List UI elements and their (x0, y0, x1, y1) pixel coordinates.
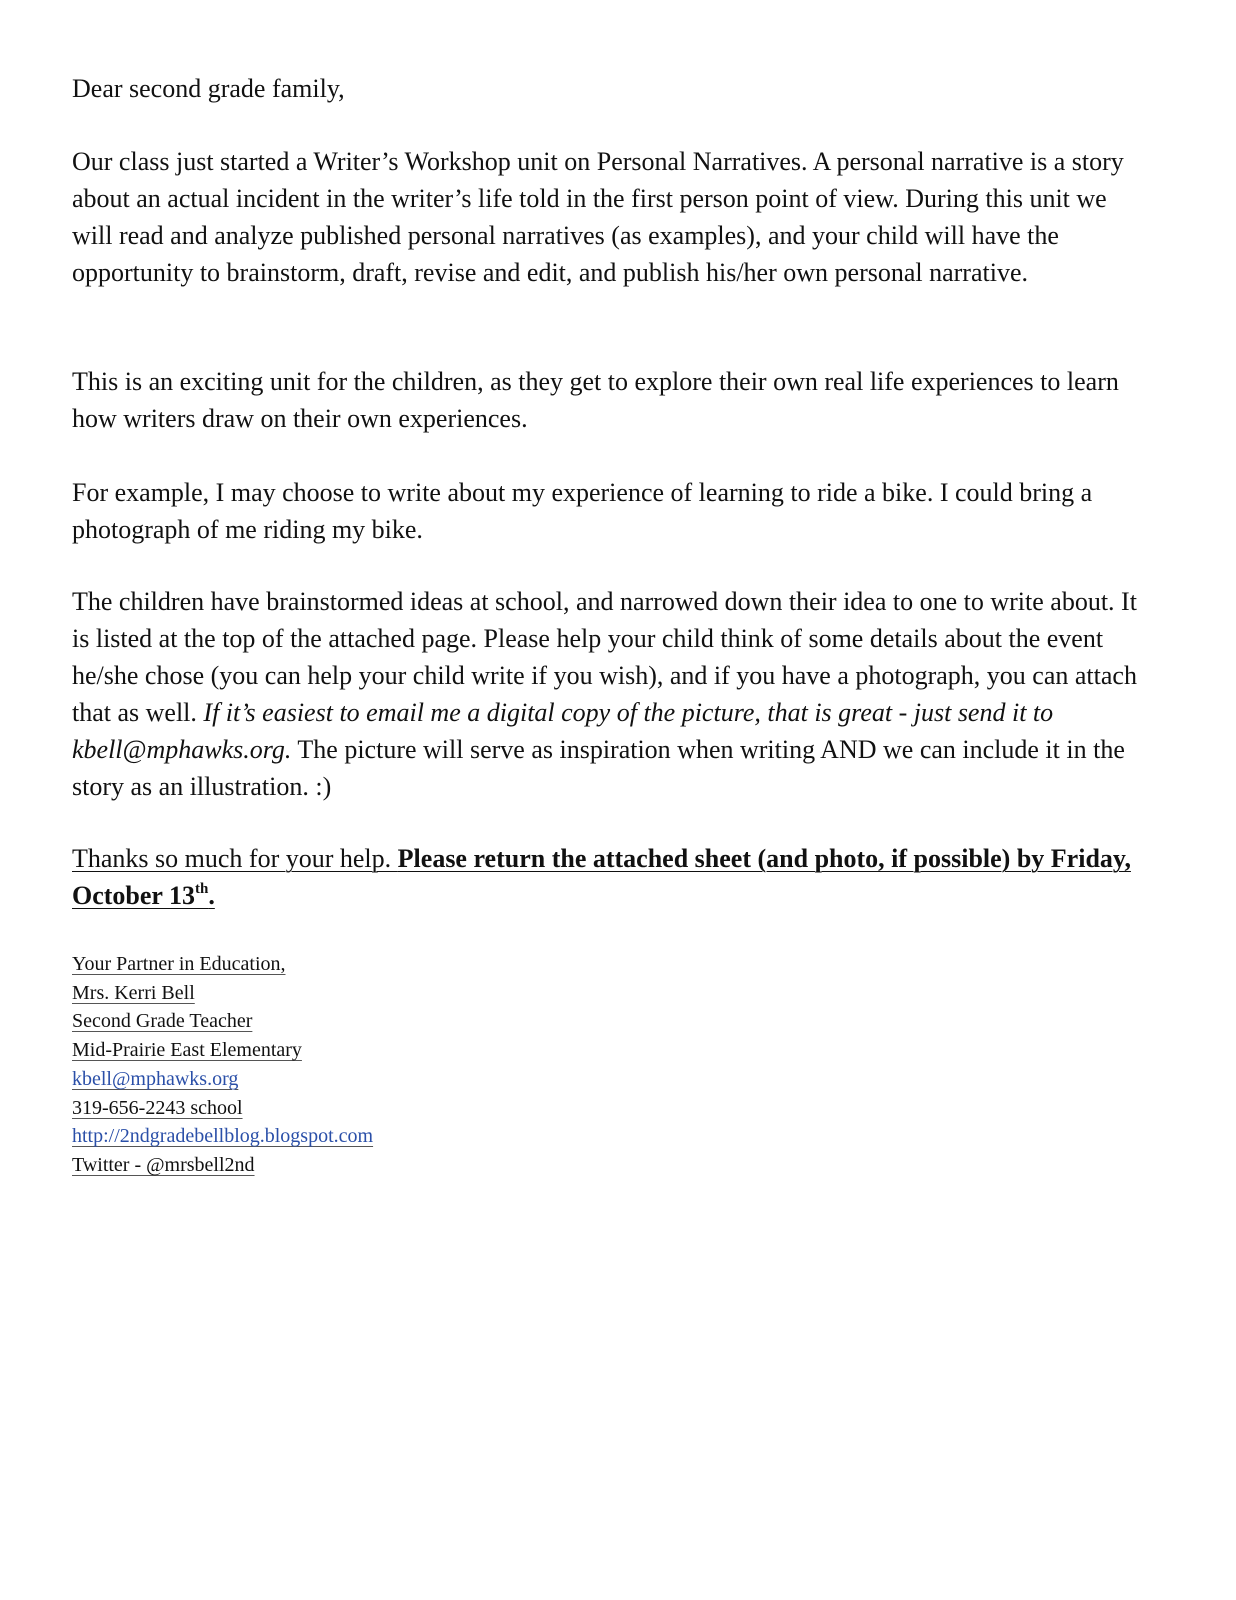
phone-line (72, 1094, 672, 1123)
school-name: Mid-Prairie East Elementary (72, 1039, 302, 1062)
instructions-text-end: The picture will serve as inspiration when writing AND we can include it in the story as an illustration. :) (72, 735, 1125, 801)
blog-line (72, 1122, 672, 1151)
blog-link[interactable]: http://2ndgradebellblog.blogspot.com (72, 1125, 374, 1148)
signature-block (72, 950, 672, 1180)
paragraph-exciting-unit: This is an exciting unit for the children, as they get to explore their own real life experiences to learn how writers draw on their own experiences. (72, 367, 1119, 433)
date-ordinal-suffix: th (195, 881, 209, 897)
greeting: Dear second grade family, (72, 74, 345, 103)
teacher-name: Mrs. Kerri Bell (72, 981, 195, 1004)
deadline-period: . (208, 881, 215, 910)
teacher-title-line (72, 1007, 672, 1036)
phone-number: 319-656-2243 school (72, 1096, 243, 1119)
instructions-text: The children have brainstormed ideas at school, and narrowed down their idea to one to write about. It is listed at the top of the attached page. Please help your child think of some details about the event he/she chose (you can help your child write if you wish), and if you have a photograph, you can attach that as well. (72, 587, 1137, 727)
sign-off-line (72, 950, 672, 979)
closing-paragraph (72, 840, 1152, 914)
paragraph-intro: Our class just started a Writer’s Workshop unit on Personal Narratives. A personal narrative is a story about an actual incident in the writer’s life told in the first person point of view. During this unit we will read and analyze published personal narratives (as examples), and your child will have the opportunity to brainstorm, draft, revise and edit, and publish his/her own personal narrative. (72, 147, 1124, 287)
paragraph-example: For example, I may choose to write about my experience of learning to ride a bike. I could bring a photograph of me riding my bike. (72, 478, 1093, 544)
closing-thanks: Thanks so much for your help. (72, 844, 398, 873)
teacher-title: Second Grade Teacher (72, 1010, 253, 1033)
twitter-handle: Twitter - @mrsbell2nd (72, 1153, 255, 1176)
twitter-line (72, 1151, 672, 1180)
school-name-line (72, 1036, 672, 1065)
email-request-italic: If it’s easiest to email me a digital copy of the picture, that is great - just send it to kbell@mphawks.org. (72, 698, 1054, 764)
return-deadline-text: Please return the attached sheet (and photo, if possible) by Friday, October 13 (72, 844, 1131, 910)
teacher-name-line (72, 979, 672, 1008)
sign-off: Your Partner in Education, (72, 953, 286, 975)
email-link[interactable]: kbell@mphawks.org (72, 1067, 239, 1090)
paragraph-instructions (72, 583, 1152, 805)
email-line (72, 1065, 672, 1094)
